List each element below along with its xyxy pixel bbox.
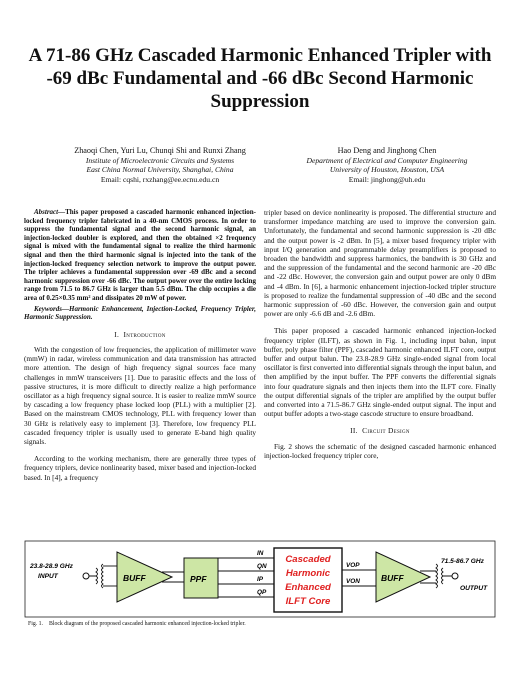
author-names: Zhaoqi Chen, Yuri Lu, Chunqi Shi and Runxi Zhang [74, 146, 246, 155]
body-paragraph: tripler based on device nonlinearity is proposed. The differential structure and transformer impedance matching are used to improve the conversion gain. Unfortunately, the fundamental and second harmonic suppression is -20 dBc and the output power is -2 dBm. In [5], a mixer based frequency tripler with input I/Q generation and programmable delay preamplifiers is proposed to broaden the bandwidth and suppress harmonics, the bandwith is 30 GHz and and the suppression of the fundamental and the second harmonic are -20 dBc and -22 dBc. However, the conversion gain and output power are only 0 dBm and -4 dBm. In [6], a harmonic enhancement injection-locked tripler structure is proposed to realize the fundamental suppression of -40 dBc and the second harmonic suppression of -60 dBc. However, the conversion gain and output power are only -6.6 dB and -2.6 dBm. [264, 208, 496, 319]
output-buffer-label: BUFF [381, 573, 404, 583]
left-column [24, 208, 256, 482]
section-heading [24, 330, 256, 339]
keywords-label: Keywords— [34, 304, 69, 313]
input-buffer-label: BUFF [123, 573, 146, 583]
body-paragraph: With the congestion of low frequencies, the application of millimeter wave (mmW) in radar, wireless communication and data transmission has attracted more attention. The design of high frequency signal sources face many challenges in mmW transceivers [1]. Due to parasitic effects and the loss of passive structures, it is more difficult to directly realize a high performance oscillator as a high frequency signal source. It is easier to realize mmW source by cascading a low frequency phase locked loop (PLL) with a multiplier [2]. Based on the mainstream CMOS technology, PLL with frequency lower than 30 GHz is relatively easy to implement [3]. Therefore, low frequency PLL cascaded frequency tripler is usually used to generate E-band high quality signals. [24, 344, 256, 446]
output-frequency-label: 71.5-86.7 GHz [441, 558, 484, 565]
author-names: Hao Deng and Jinghong Chen [337, 146, 437, 155]
core-label-line: Enhanced [285, 582, 331, 593]
block-diagram-figure [24, 540, 496, 620]
caption-label: Fig. 1. [28, 621, 43, 627]
abstract [24, 208, 256, 303]
signal-label: IN [257, 550, 264, 557]
signal-label: QP [257, 589, 267, 596]
input-frequency-label: 23.8-28.9 GHz [30, 563, 73, 570]
output-signal-label: VON [346, 578, 360, 585]
block-diagram [24, 540, 496, 620]
core-label-line: Harmonic [285, 568, 331, 579]
signal-label: IP [257, 576, 264, 583]
paper-title: A 71-86 GHz Cascaded Harmonic Enhanced Tripler with -69 dBc Fundamental and -66 dBc Second Harmonic Suppression [28, 45, 492, 112]
body-paragraph: Fig. 2 shows the schematic of the designed cascaded harmonic enhanced injection-locked frequency tripler core, [264, 441, 496, 460]
section-numeral: II. [350, 426, 358, 436]
output-label: OUTPUT [460, 585, 488, 592]
body-paragraph: According to the working mechanism, there are generally three types of frequency triplers, device nonlinearity based, mixer based and injection-locked based. In [4], a frequency [24, 454, 256, 482]
abstract-text: This paper proposed a cascaded harmonic enhanced injection-locked frequency tripler fabricated in a 40-nm CMOS process. In order to suppress the fundamental signal and the second harmonic signal, an injection-locked doubler is explored, and then the obtained ×2 frequency signal is mixed with the fundamental signal to realize the third harmonic signal and then the third harmonic signal is injected into the tank of the injection-locked frequency selection network to improve the output power. The tripler achieves a fundamental suppression over -69 dBc and a second harmonic suppression over -66 dBc. The output power over the entire locking range from 71.5 to 86.7 GHz is larger than 5.5 dBm. The chip occupies a die area of 0.25×0.35 mm² and dissipates 20 mW of power. [24, 208, 256, 302]
figure-caption [28, 621, 246, 628]
input-label: INPUT [38, 573, 58, 580]
caption-text: Block diagram of the proposed cascaded harmonic enhanced injection-locked tripler. [48, 621, 246, 627]
section-heading [264, 426, 496, 435]
author-affiliation: Department of Electrical and Computer Engineering [306, 155, 468, 165]
output-signal-label: VOP [346, 562, 360, 569]
output-balun-icon [436, 564, 443, 588]
input-port-icon [83, 573, 89, 579]
section-numeral: I. [114, 329, 120, 339]
author-block-right [272, 146, 502, 184]
signal-label: QN [257, 563, 267, 570]
keywords [24, 305, 256, 322]
ppf-label: PPF [190, 574, 207, 584]
section-title: Introduction [123, 329, 166, 339]
right-column [264, 208, 496, 460]
author-affiliation: University of Houston, Houston, USA [329, 165, 445, 175]
section-title: Circuit Design [362, 426, 410, 436]
core-label-line: Cascaded [285, 554, 331, 565]
author-affiliation: East China Normal University, Shanghai, China [86, 165, 234, 175]
abstract-label: Abstract— [34, 208, 66, 216]
body-paragraph: This paper proposed a cascaded harmonic enhanced injection-locked frequency tripler (ILFT), as shown in Fig. 1, including input balun, input buffer, poly phase filter (PPF), cascaded harmonic enhanced ILFT core, output buffer and output balun. The 23.8-28.9 GHz single-ended signal from local oscillator is first converted into differential signals through the input balun, and then amplified by the input buffer. The PPF converts the differential signals into four quadrature signals and then injects them into the ILFT core. Finally the output differential signals of the tripler are amplified by the output buffer and converted into a 71.5-86.7 GHz single-ended output signal. The input and output buffer adopts a two-stage cascode structure to ensure broadband. [264, 326, 496, 419]
author-block-left [40, 146, 280, 184]
author-email: Email: jinghong@uh.edu [348, 174, 426, 184]
author-email: Email: cqshi, rxzhang@ee.ecnu.edu.cn [100, 174, 220, 184]
author-affiliation: Institute of Microelectronic Circuits and Systems [85, 155, 235, 165]
input-balun-icon [96, 564, 117, 588]
output-port-icon [452, 573, 458, 579]
core-label-line: ILFT Core [285, 596, 331, 607]
keywords-text: Harmonic Enhancement, Injection-Locked, Frequency Tripler, Harmonic Suppression. [24, 304, 256, 322]
